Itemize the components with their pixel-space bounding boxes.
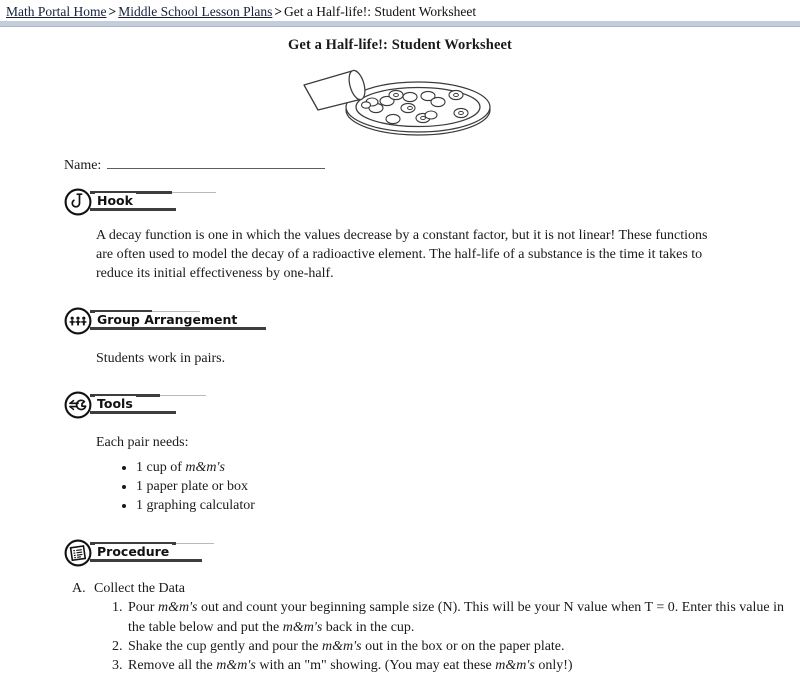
list-item-text: 1 graphing calculator xyxy=(136,498,255,514)
tools-intro: Each pair needs: xyxy=(96,434,189,450)
page-title: Get a Half-life!: Student Worksheet xyxy=(288,36,512,53)
step-text: Remove all the xyxy=(128,657,217,673)
cup-spilling-mms-onto-plate-illustration xyxy=(290,58,510,138)
name-field-label: Name: xyxy=(64,157,102,173)
list-item xyxy=(136,496,800,515)
list-item-text: 1 paper plate or box xyxy=(136,479,248,495)
breadcrumb-separator-2: > xyxy=(274,4,283,19)
section-header-tools xyxy=(64,391,800,419)
list-item xyxy=(126,637,800,656)
wrench-icon xyxy=(64,391,92,419)
section-header-group-arrangement xyxy=(64,307,800,335)
breadcrumb-current-page: Get a Half-life!: Student Worksheet xyxy=(284,4,477,19)
document-icon xyxy=(64,539,92,567)
hook-paragraph: A decay function is one in which the values decrease by a constant factor, but it is not linear! These functions are often used to model the decay of a radioactive element. The half-life of a substance is the time it takes to reduce its initial effectiveness by one-half. xyxy=(96,227,708,282)
step-text: Shake the cup gently and pour the xyxy=(128,638,323,654)
step-text: with an "m" showing. (You may eat these xyxy=(255,657,496,673)
step-emphasis: m&m's xyxy=(495,657,535,673)
list-item-text: 1 cup of xyxy=(136,460,186,476)
breadcrumb-separator-1: > xyxy=(108,4,117,19)
procedure-body xyxy=(64,579,800,674)
procedure-part-a-title: Collect the Data xyxy=(94,581,185,597)
name-field-row xyxy=(64,156,800,174)
list-item xyxy=(136,477,800,496)
procedure-part-a-marker: A. xyxy=(72,581,86,597)
list-item-emphasis: m&m's xyxy=(185,460,225,476)
step-emphasis: m&m's xyxy=(322,638,362,654)
group-arrangement-paragraph: Students work in pairs. xyxy=(96,351,226,367)
step-text: out in the box or on the paper plate. xyxy=(361,638,565,654)
name-input[interactable] xyxy=(107,156,325,169)
breadcrumb-link-parent[interactable]: Middle School Lesson Plans xyxy=(118,4,273,19)
procedure-step-list xyxy=(64,598,800,674)
breadcrumb-link-home[interactable]: Math Portal Home xyxy=(6,4,107,19)
step-emphasis: m&m's xyxy=(282,619,323,635)
section-label-group-arrangement: Group Arrangement xyxy=(95,312,240,327)
procedure-part-a xyxy=(72,579,800,598)
step-text: Pour xyxy=(128,600,158,616)
breadcrumb-divider xyxy=(0,21,800,27)
fish-hook-icon xyxy=(64,188,92,216)
section-label-procedure: Procedure xyxy=(95,544,172,559)
breadcrumb xyxy=(0,0,800,20)
section-label-hook: Hook xyxy=(95,193,136,208)
section-header-hook xyxy=(64,188,800,216)
three-people-icon xyxy=(64,307,92,335)
list-item xyxy=(136,458,800,477)
step-text: back in the cup. xyxy=(322,619,415,635)
step-text: out and count your beginning sample size (N). This will be your N value when T = 0. Enter this value in the table below and put the xyxy=(128,600,784,635)
tools-list xyxy=(0,458,800,515)
step-emphasis: m&m's xyxy=(216,657,256,673)
list-item xyxy=(126,598,800,636)
section-header-procedure xyxy=(64,539,800,567)
step-emphasis: m&m's xyxy=(157,600,198,616)
section-label-tools: Tools xyxy=(95,396,136,411)
step-text: only!) xyxy=(534,657,573,673)
list-item xyxy=(126,656,800,675)
